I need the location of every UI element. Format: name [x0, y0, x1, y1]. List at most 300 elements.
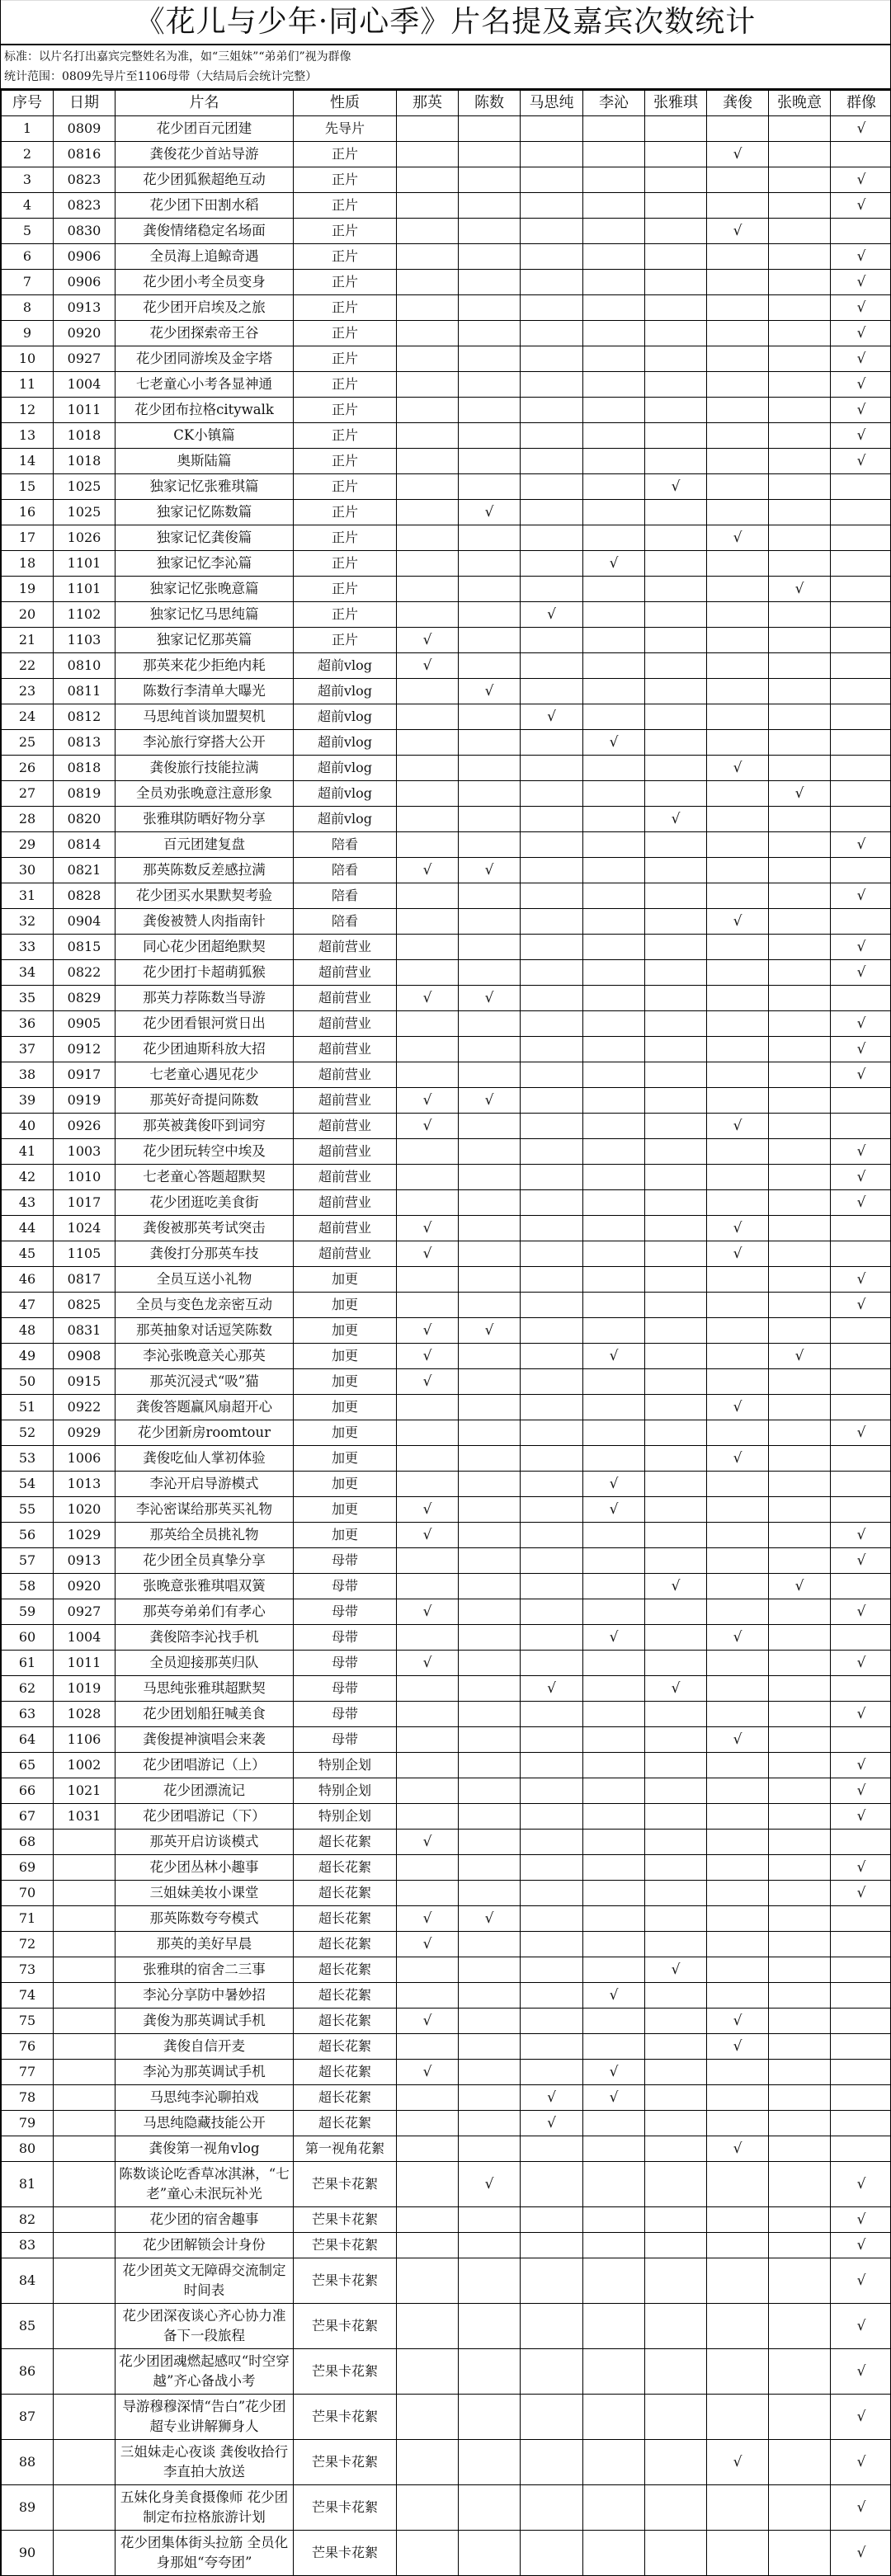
row-title: 龚俊被赞人肉指南针: [116, 909, 294, 935]
row-date: 1006: [54, 1446, 116, 1472]
check-cell: [397, 295, 459, 321]
row-date: 0912: [54, 1037, 116, 1062]
row-type: 正片: [294, 602, 397, 628]
check-cell: [831, 1114, 891, 1139]
check-cell: √: [459, 1088, 521, 1114]
row-date: 1028: [54, 1702, 116, 1727]
check-cell: [459, 116, 521, 142]
check-cell: [707, 2304, 769, 2349]
check-cell: [707, 449, 769, 474]
check-cell: [459, 1114, 521, 1139]
check-cell: √: [397, 1369, 459, 1395]
check-cell: [583, 1190, 645, 1216]
check-cell: √: [397, 1599, 459, 1625]
check-cell: [769, 2085, 831, 2111]
check-cell: √: [397, 1241, 459, 1267]
check-cell: [397, 1983, 459, 2009]
row-date: [54, 1957, 116, 1983]
row-type: 超长花絮: [294, 1957, 397, 1983]
row-title: 花少团狐猴超绝互动: [116, 167, 294, 193]
check-cell: [459, 474, 521, 500]
row-date: 1021: [54, 1778, 116, 1804]
check-cell: [521, 219, 583, 244]
check-cell: [521, 1420, 583, 1446]
check-cell: [459, 1625, 521, 1651]
check-cell: [769, 1727, 831, 1753]
check-cell: [645, 2111, 707, 2136]
check-cell: [707, 2233, 769, 2258]
check-cell: [521, 1574, 583, 1599]
check-cell: √: [583, 2085, 645, 2111]
check-cell: [769, 2349, 831, 2395]
table-row: [2, 1446, 891, 1472]
row-number: 17: [2, 525, 54, 551]
row-date: 0811: [54, 679, 116, 704]
check-cell: √: [459, 1906, 521, 1932]
check-cell: [707, 2485, 769, 2531]
check-cell: [459, 2034, 521, 2060]
check-cell: [521, 1625, 583, 1651]
check-cell: √: [831, 193, 891, 219]
check-cell: [521, 2440, 583, 2485]
check-cell: [521, 679, 583, 704]
check-cell: [707, 398, 769, 423]
row-number: 90: [2, 2531, 54, 2576]
row-number: 44: [2, 1216, 54, 1241]
column-header: 马思纯: [521, 91, 583, 116]
row-date: 0819: [54, 781, 116, 807]
check-cell: [831, 1241, 891, 1267]
check-cell: [583, 1267, 645, 1293]
check-cell: [707, 1753, 769, 1778]
row-number: 24: [2, 704, 54, 730]
row-number: 86: [2, 2349, 54, 2395]
row-type: 超前vlog: [294, 679, 397, 704]
table-row: [2, 1906, 891, 1932]
check-cell: [645, 1548, 707, 1574]
check-cell: [707, 2162, 769, 2207]
check-cell: [769, 398, 831, 423]
check-cell: [645, 1114, 707, 1139]
check-cell: √: [831, 2531, 891, 2576]
row-number: 83: [2, 2233, 54, 2258]
row-number: 10: [2, 346, 54, 372]
check-cell: √: [707, 2440, 769, 2485]
row-date: 1031: [54, 1804, 116, 1830]
check-cell: [583, 270, 645, 295]
row-date: 0927: [54, 346, 116, 372]
row-type: 超长花絮: [294, 1932, 397, 1957]
table-row: [2, 2034, 891, 2060]
row-number: 51: [2, 1395, 54, 1420]
check-cell: [645, 1727, 707, 1753]
criteria-note: 标准：以片名打出嘉宾完整姓名为准，如“三姐妹”“弟弟们”视为群像: [4, 47, 887, 67]
row-number: 84: [2, 2258, 54, 2304]
row-number: 4: [2, 193, 54, 219]
table-row: [2, 1804, 891, 1830]
check-cell: √: [707, 1241, 769, 1267]
check-cell: √: [707, 2034, 769, 2060]
check-cell: [707, 500, 769, 525]
check-cell: [397, 1165, 459, 1190]
check-cell: [397, 1625, 459, 1651]
check-cell: [707, 1957, 769, 1983]
check-cell: [769, 372, 831, 398]
row-type: 超前营业: [294, 1241, 397, 1267]
table-row: [2, 2207, 891, 2233]
check-cell: [645, 449, 707, 474]
check-cell: [831, 142, 891, 167]
row-number: 75: [2, 2009, 54, 2034]
check-cell: [707, 1088, 769, 1114]
row-title: 那英好奇提问陈数: [116, 1088, 294, 1114]
check-cell: [645, 704, 707, 730]
check-cell: [583, 883, 645, 909]
check-cell: [707, 832, 769, 858]
check-cell: [397, 525, 459, 551]
check-cell: √: [707, 756, 769, 781]
row-date: [54, 2034, 116, 2060]
row-number: 28: [2, 807, 54, 832]
check-cell: [769, 1216, 831, 1241]
row-title: 独家记忆李沁篇: [116, 551, 294, 577]
table-row: [2, 1344, 891, 1369]
check-cell: [521, 781, 583, 807]
row-type: 陪看: [294, 832, 397, 858]
check-cell: √: [831, 1523, 891, 1548]
row-number: 19: [2, 577, 54, 602]
row-type: 正片: [294, 219, 397, 244]
check-cell: [707, 1548, 769, 1574]
check-cell: [769, 423, 831, 449]
check-cell: [397, 1548, 459, 1574]
check-cell: [397, 2136, 459, 2162]
check-cell: [831, 1497, 891, 1523]
check-cell: [645, 1906, 707, 1932]
check-cell: [645, 1983, 707, 2009]
check-cell: [769, 2304, 831, 2349]
check-cell: [521, 270, 583, 295]
check-cell: [583, 244, 645, 270]
check-cell: [459, 832, 521, 858]
check-cell: [397, 1702, 459, 1727]
table-row: [2, 1778, 891, 1804]
row-title: 李沁开启导游模式: [116, 1472, 294, 1497]
table-row: [2, 1881, 891, 1906]
row-title: 那英来花少拒绝内耗: [116, 653, 294, 679]
row-type: 正片: [294, 321, 397, 346]
check-cell: [459, 2440, 521, 2485]
check-cell: [459, 1216, 521, 1241]
check-cell: [831, 679, 891, 704]
row-number: 82: [2, 2207, 54, 2233]
check-cell: [521, 2207, 583, 2233]
check-cell: [397, 781, 459, 807]
check-cell: [583, 1216, 645, 1241]
check-cell: [645, 653, 707, 679]
check-cell: [831, 1957, 891, 1983]
row-type: 正片: [294, 372, 397, 398]
row-title: 马思纯张雅琪超默契: [116, 1676, 294, 1702]
row-title: 那英抽象对话逗笑陈数: [116, 1318, 294, 1344]
check-cell: [583, 1395, 645, 1420]
check-cell: √: [397, 2060, 459, 2085]
row-type: 正片: [294, 244, 397, 270]
row-title: 花少团唱游记（上）: [116, 1753, 294, 1778]
check-cell: √: [831, 1037, 891, 1062]
check-cell: [769, 1446, 831, 1472]
check-cell: [397, 423, 459, 449]
row-title: 花少团集体街头拉筋 全员化身那姐“夸夸团”: [116, 2531, 294, 2576]
check-cell: [645, 756, 707, 781]
check-cell: [459, 219, 521, 244]
check-cell: [459, 935, 521, 960]
row-number: 64: [2, 1727, 54, 1753]
check-cell: [583, 1139, 645, 1165]
table-row: [2, 1702, 891, 1727]
check-cell: √: [831, 1011, 891, 1037]
row-number: 2: [2, 142, 54, 167]
check-cell: [645, 2009, 707, 2034]
check-cell: [459, 960, 521, 986]
table-row: [2, 756, 891, 781]
check-cell: √: [831, 1062, 891, 1088]
check-cell: [521, 2233, 583, 2258]
row-title: 全员互送小礼物: [116, 1267, 294, 1293]
check-cell: [521, 295, 583, 321]
check-cell: [645, 1318, 707, 1344]
row-type: 超前营业: [294, 1165, 397, 1190]
check-cell: √: [397, 1830, 459, 1855]
check-cell: √: [769, 1344, 831, 1369]
column-header: 张晚意: [769, 91, 831, 116]
check-cell: [521, 883, 583, 909]
row-title: 花少团团魂燃起感叹“时空穿越”齐心备战小考: [116, 2349, 294, 2395]
table-row: [2, 1267, 891, 1293]
check-cell: √: [583, 2060, 645, 2085]
check-cell: [583, 116, 645, 142]
check-cell: [707, 960, 769, 986]
check-cell: √: [707, 1727, 769, 1753]
row-number: 1: [2, 116, 54, 142]
check-cell: [583, 1241, 645, 1267]
check-cell: [521, 1727, 583, 1753]
check-cell: [521, 1983, 583, 2009]
check-cell: √: [397, 1318, 459, 1344]
check-cell: [769, 2111, 831, 2136]
check-cell: [583, 909, 645, 935]
row-type: 母带: [294, 1727, 397, 1753]
row-title: 龚俊第一视角vlog: [116, 2136, 294, 2162]
check-cell: [769, 2060, 831, 2085]
row-date: 0810: [54, 653, 116, 679]
check-cell: [521, 500, 583, 525]
row-title: 那英开启访谈模式: [116, 1830, 294, 1855]
check-cell: [583, 756, 645, 781]
check-cell: [831, 1625, 891, 1651]
check-cell: [769, 1190, 831, 1216]
check-cell: [707, 2060, 769, 2085]
check-cell: [645, 270, 707, 295]
check-cell: [459, 142, 521, 167]
table-row: [2, 1062, 891, 1088]
check-cell: √: [397, 1497, 459, 1523]
check-cell: [397, 2395, 459, 2440]
row-type: 超长花絮: [294, 1983, 397, 2009]
check-cell: [459, 1548, 521, 1574]
check-cell: [459, 577, 521, 602]
check-cell: √: [459, 500, 521, 525]
check-cell: [397, 2111, 459, 2136]
check-cell: √: [831, 1651, 891, 1676]
row-number: 35: [2, 986, 54, 1011]
check-cell: [583, 2531, 645, 2576]
check-cell: [831, 1216, 891, 1241]
row-type: 加更: [294, 1344, 397, 1369]
check-cell: [583, 474, 645, 500]
check-cell: [583, 1420, 645, 1446]
table-row: [2, 2136, 891, 2162]
check-cell: [645, 193, 707, 219]
check-cell: [459, 1651, 521, 1676]
row-type: 正片: [294, 167, 397, 193]
check-cell: [459, 2233, 521, 2258]
check-cell: √: [707, 2136, 769, 2162]
check-cell: [707, 1804, 769, 1830]
check-cell: √: [707, 1114, 769, 1139]
row-number: 15: [2, 474, 54, 500]
check-cell: [769, 807, 831, 832]
row-title: 李沁密谋给那英买礼物: [116, 1497, 294, 1523]
check-cell: [769, 295, 831, 321]
check-cell: [397, 2085, 459, 2111]
row-date: 0813: [54, 730, 116, 756]
row-type: 正片: [294, 525, 397, 551]
check-cell: [397, 1778, 459, 1804]
check-cell: [645, 1778, 707, 1804]
check-cell: [397, 909, 459, 935]
check-cell: [769, 1037, 831, 1062]
row-type: 加更: [294, 1497, 397, 1523]
check-cell: [459, 653, 521, 679]
check-cell: [645, 1293, 707, 1318]
row-date: 0823: [54, 167, 116, 193]
row-number: 31: [2, 883, 54, 909]
row-type: 超前营业: [294, 986, 397, 1011]
check-cell: [583, 167, 645, 193]
row-title: 五妹化身美食摄像师 花少团制定布拉格旅游计划: [116, 2485, 294, 2531]
check-cell: [521, 398, 583, 423]
check-cell: [459, 1957, 521, 1983]
check-cell: √: [397, 1344, 459, 1369]
check-cell: √: [831, 1548, 891, 1574]
row-title: 七老童心小考各显神通: [116, 372, 294, 398]
check-cell: √: [831, 1165, 891, 1190]
check-cell: [707, 167, 769, 193]
check-cell: [707, 602, 769, 628]
check-cell: [831, 1983, 891, 2009]
check-cell: [769, 116, 831, 142]
check-cell: [521, 1267, 583, 1293]
check-cell: [521, 986, 583, 1011]
row-type: 超长花絮: [294, 1881, 397, 1906]
check-cell: [459, 551, 521, 577]
check-cell: [521, 2304, 583, 2349]
table-row: [2, 1599, 891, 1625]
check-cell: √: [831, 1599, 891, 1625]
check-cell: [831, 704, 891, 730]
row-number: 23: [2, 679, 54, 704]
table-row: [2, 1830, 891, 1855]
check-cell: √: [831, 1753, 891, 1778]
row-number: 43: [2, 1190, 54, 1216]
row-type: 加更: [294, 1472, 397, 1497]
check-cell: [769, 1420, 831, 1446]
check-cell: [397, 935, 459, 960]
check-cell: [769, 346, 831, 372]
check-cell: [769, 270, 831, 295]
check-cell: [521, 756, 583, 781]
check-cell: [769, 2485, 831, 2531]
check-cell: [397, 372, 459, 398]
check-cell: [645, 551, 707, 577]
table-row: [2, 1855, 891, 1881]
row-type: 正片: [294, 551, 397, 577]
check-cell: [521, 1651, 583, 1676]
check-cell: [397, 321, 459, 346]
check-cell: [645, 1830, 707, 1855]
check-cell: √: [831, 398, 891, 423]
row-date: 1020: [54, 1497, 116, 1523]
table-row: [2, 986, 891, 1011]
row-title: 花少团布拉格citywalk: [116, 398, 294, 423]
row-date: 1025: [54, 500, 116, 525]
check-cell: [769, 1548, 831, 1574]
column-header: 群像: [831, 91, 891, 116]
check-cell: √: [707, 1446, 769, 1472]
check-cell: [521, 193, 583, 219]
check-cell: [583, 1753, 645, 1778]
check-cell: [645, 2085, 707, 2111]
check-cell: [645, 1165, 707, 1190]
table-row: [2, 807, 891, 832]
check-cell: [459, 270, 521, 295]
row-number: 56: [2, 1523, 54, 1548]
check-cell: √: [831, 832, 891, 858]
check-cell: [521, 1011, 583, 1037]
check-cell: [645, 1088, 707, 1114]
check-cell: √: [831, 2485, 891, 2531]
check-cell: [397, 1293, 459, 1318]
check-cell: [707, 935, 769, 960]
check-cell: [831, 219, 891, 244]
row-date: 1105: [54, 1241, 116, 1267]
table-row: [2, 679, 891, 704]
check-cell: [831, 2060, 891, 2085]
check-cell: [583, 142, 645, 167]
row-number: 85: [2, 2304, 54, 2349]
check-cell: [397, 1727, 459, 1753]
row-type: 特别企划: [294, 1804, 397, 1830]
row-type: 芒果卡花絮: [294, 2349, 397, 2395]
row-type: 超前营业: [294, 935, 397, 960]
check-cell: [521, 346, 583, 372]
row-number: 53: [2, 1446, 54, 1472]
check-cell: [645, 1702, 707, 1727]
row-date: 0919: [54, 1088, 116, 1114]
check-cell: [769, 2009, 831, 2034]
check-cell: [769, 1472, 831, 1497]
